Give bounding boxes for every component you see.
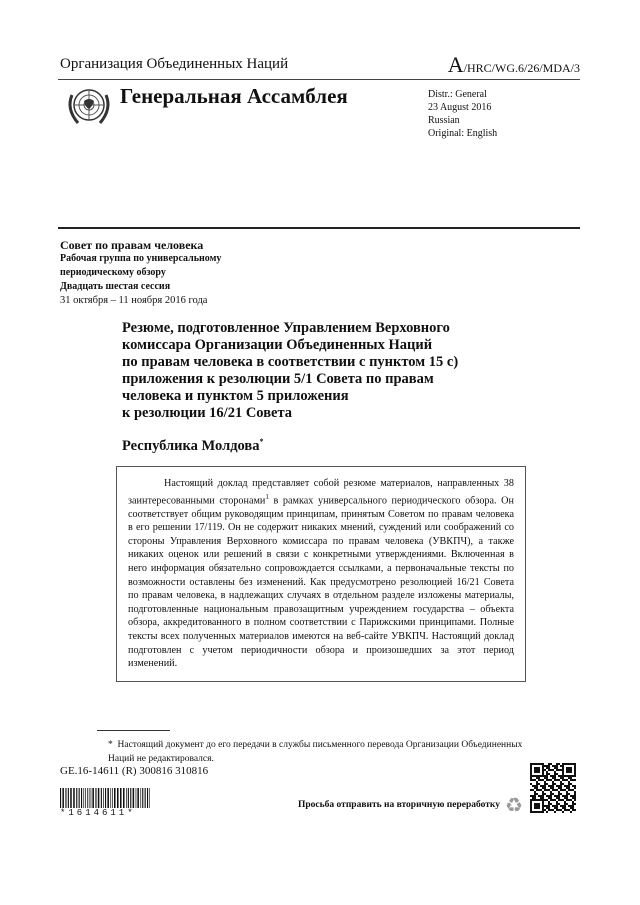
summary-box [116, 466, 526, 682]
footnote [108, 738, 528, 766]
summary-text: Настоящий доклад представляет собой резюме материалов, направленных 38 заинтересованными сторонами [128, 478, 514, 506]
recycle-icon: ♻ [505, 795, 523, 817]
barcode-icon [60, 788, 150, 808]
footnote-mark: * [259, 437, 264, 446]
recycle-text: Просьба отправить на вторичную переработку [298, 800, 500, 810]
title-line: комиссара Организации Объединенных Наций [122, 337, 433, 353]
document-symbol [448, 52, 580, 78]
barcode-text: *1614611* [60, 808, 136, 818]
un-emblem-icon [64, 83, 114, 129]
title-line: человека и пунктом 5 приложения [122, 388, 349, 404]
country-heading [122, 437, 264, 455]
job-number: GE.16-14611 (R) 300816 310816 [60, 765, 209, 777]
distribution: Distr.: General [428, 89, 487, 100]
summary-text-cont: в рамках универсального периодического обзора. Он соответствует общим руководящим принципам, принятым Советом по правам человека в его решении 17/119. Он не содержит никаких мнений, суждений или соображений со стороны Управления Верховного комиссара по правам человека (УВКПЧ), а также никаких оценок или решений в связи с конкретными утверждениями. Включенная в него информация обязательно сопровождается ссылками, а первоначальные тексты по возможности оставлены без изменений. Как предусмотрено резолюцией 16/21 Совета по правам человека, в надлежащих случаях в отдельном разделе изложены материалы, подготовленные национальным правозащитным учреждением государства – объекта обзора, аккредитованного в полном соответствии с Парижскими принципами. Полные тексты всех полученных материалов имеются на веб-сайте УВКПЧ. Настоящий доклад подготовлен с учетом периодичности обзора и произошедших за этот период изменений. [128, 494, 514, 670]
session: Двадцать шестая сессия [60, 281, 171, 292]
main-title [122, 320, 522, 422]
title-line: приложения к резолюции 5/1 Совета по правам [122, 371, 434, 387]
organization-name: Организация Объединенных Наций [60, 56, 289, 72]
session-dates: 31 октября – 11 ноября 2016 года [60, 295, 208, 306]
title-line: по правам человека в соответствии с пунктом 15 с) [122, 354, 459, 370]
title-line: к резолюции 16/21 Совета [122, 405, 293, 421]
council-block [60, 238, 221, 308]
language: Russian [428, 115, 460, 126]
body-title: Генеральная Ассамблея [120, 84, 348, 108]
working-group: Рабочая группа по универсальному [60, 253, 222, 264]
divider [58, 227, 580, 229]
council-name: Совет по правам человека [60, 238, 204, 252]
original-language: Original: English [428, 128, 498, 139]
footnote-divider [97, 730, 170, 731]
country-name: Республика Молдова [122, 437, 260, 454]
distribution-block [428, 88, 497, 140]
symbol-rest: /HRC/WG.6/26/MDA/3 [463, 61, 580, 75]
symbol-prefix: A [447, 52, 464, 77]
date: 23 August 2016 [428, 102, 492, 113]
footnote-mark: * [108, 740, 113, 750]
footnote-text: Настоящий документ до его передачи в службы письменного перевода Организации Объединенных Наций не редактировался. [108, 740, 523, 764]
working-group-cont: периодическому обзору [60, 267, 166, 278]
title-line: Резюме, подготовленное Управлением Верховного [122, 320, 450, 336]
qr-code-icon [530, 763, 576, 813]
divider [58, 79, 580, 80]
footnote-ref: 1 [265, 492, 269, 501]
